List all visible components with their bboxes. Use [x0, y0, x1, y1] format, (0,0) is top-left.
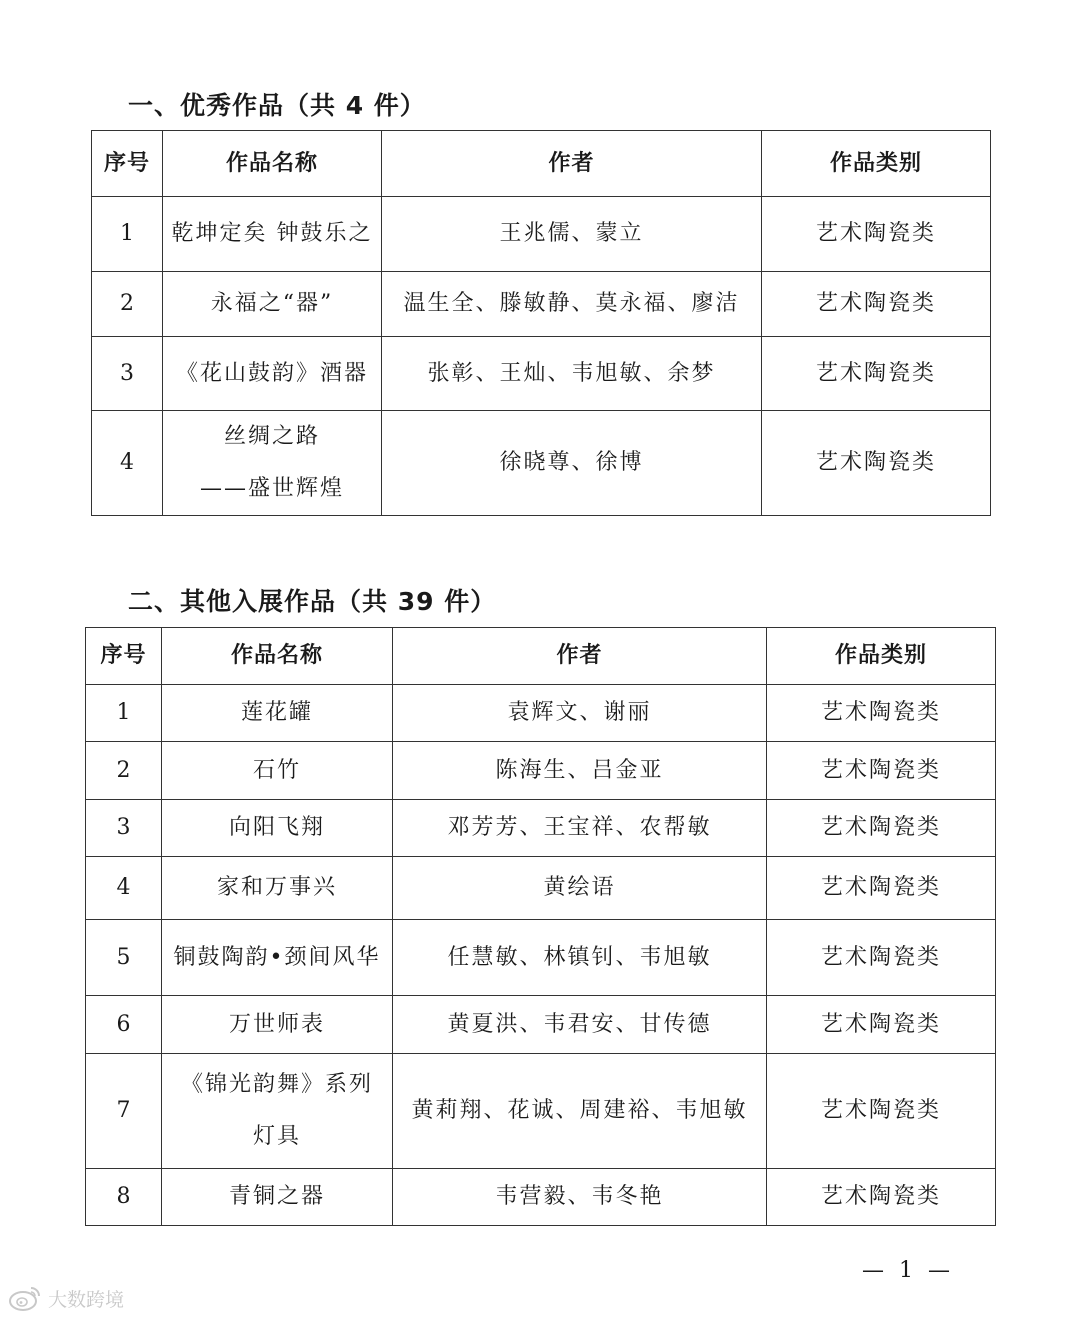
table-row — [86, 685, 996, 742]
work-authors: 袁辉文、谢丽 — [393, 685, 767, 742]
work-category: 艺术陶瓷类 — [767, 1169, 996, 1226]
work-authors: 徐晓尊、徐博 — [382, 411, 762, 516]
work-category: 艺术陶瓷类 — [767, 685, 996, 742]
work-name-line: 铜鼓陶韵•颈间风华 — [173, 944, 381, 970]
work-name — [163, 272, 382, 337]
table-row — [86, 800, 996, 857]
work-name — [162, 920, 393, 996]
header-category: 作品类别 — [762, 131, 991, 197]
work-name-line: 《锦光韵舞》系列 — [180, 1072, 373, 1097]
table-row — [92, 197, 991, 272]
other-works-table — [85, 627, 996, 1226]
watermark-text: 大数跨境 — [48, 1288, 125, 1311]
table-row — [86, 1169, 996, 1226]
work-authors: 任慧敏、林镇钊、韦旭敏 — [393, 920, 767, 996]
table-row — [86, 996, 996, 1054]
row-number: 5 — [86, 920, 162, 996]
work-category: 艺术陶瓷类 — [762, 337, 991, 411]
row-number: 4 — [92, 411, 163, 516]
watermark — [8, 1284, 124, 1312]
table-row — [86, 742, 996, 800]
work-name — [162, 1169, 393, 1226]
work-name — [163, 197, 382, 272]
row-number: 7 — [86, 1054, 162, 1169]
work-name — [162, 800, 393, 857]
work-category: 艺术陶瓷类 — [767, 742, 996, 800]
work-name-line: 家和万事兴 — [216, 875, 337, 900]
work-name — [162, 685, 393, 742]
row-number: 3 — [86, 800, 162, 857]
table-row — [86, 857, 996, 920]
work-authors: 张彰、王灿、韦旭敏、余梦 — [382, 337, 762, 411]
row-number: 4 — [86, 857, 162, 920]
header-authors: 作者 — [393, 628, 767, 685]
work-authors: 黄绘语 — [393, 857, 767, 920]
work-name-line: 《花山鼓韵》酒器 — [175, 360, 368, 386]
work-category: 艺术陶瓷类 — [762, 411, 991, 516]
table-row — [86, 1054, 996, 1169]
work-category: 艺术陶瓷类 — [767, 1054, 996, 1169]
table-header-row — [86, 628, 996, 685]
work-authors: 黄莉翔、花诚、周建裕、韦旭敏 — [393, 1054, 767, 1169]
row-number: 2 — [92, 272, 163, 337]
work-category: 艺术陶瓷类 — [767, 857, 996, 920]
table-row — [86, 920, 996, 996]
page-number: — 1 — — [862, 1258, 954, 1283]
work-authors: 韦营毅、韦冬艳 — [393, 1169, 767, 1226]
work-name — [162, 857, 393, 920]
work-name-line: 灯具 — [252, 1124, 301, 1149]
work-name-line: 向阳飞翔 — [228, 815, 325, 840]
row-number: 6 — [86, 996, 162, 1054]
work-category: 艺术陶瓷类 — [767, 920, 996, 996]
work-name-line: 万世师表 — [228, 1011, 325, 1037]
work-name — [163, 337, 382, 411]
work-authors: 陈海生、吕金亚 — [393, 742, 767, 800]
row-number: 1 — [86, 685, 162, 742]
work-authors: 黄夏洪、韦君安、甘传德 — [393, 996, 767, 1054]
work-authors: 王兆儒、蒙立 — [382, 197, 762, 272]
work-name — [162, 996, 393, 1054]
work-authors: 邓芳芳、王宝祥、农帮敏 — [393, 800, 767, 857]
table-row — [92, 411, 991, 516]
section-2-title: 二、其他入展作品（共 39 件） — [128, 587, 497, 616]
header-authors: 作者 — [382, 131, 762, 197]
row-number: 3 — [92, 337, 163, 411]
work-category: 艺术陶瓷类 — [767, 996, 996, 1054]
header-category: 作品类别 — [767, 628, 996, 685]
work-authors: 温生全、滕敏静、莫永福、廖洁 — [382, 272, 762, 337]
table-row — [92, 337, 991, 411]
work-name — [162, 1054, 393, 1169]
work-name — [162, 742, 393, 800]
work-name-line: 青铜之器 — [228, 1184, 325, 1209]
table-row — [92, 272, 991, 337]
row-number: 1 — [92, 197, 163, 272]
work-category: 艺术陶瓷类 — [767, 800, 996, 857]
work-name — [163, 411, 382, 516]
header-no: 序号 — [92, 131, 163, 197]
work-category: 艺术陶瓷类 — [762, 272, 991, 337]
work-name-line: 莲花罐 — [240, 700, 313, 725]
row-number: 8 — [86, 1169, 162, 1226]
weibo-logo-icon — [8, 1284, 42, 1312]
work-name-line: 石竹 — [252, 757, 301, 783]
header-work-name: 作品名称 — [162, 628, 393, 685]
work-name-line: 永福之“器” — [210, 291, 334, 316]
excellent-works-table — [91, 130, 991, 516]
table-header-row — [92, 131, 991, 197]
work-category: 艺术陶瓷类 — [762, 197, 991, 272]
work-name-line: 乾坤定矣 钟鼓乐之 — [171, 221, 373, 246]
header-no: 序号 — [86, 628, 162, 685]
row-number: 2 — [86, 742, 162, 800]
header-work-name: 作品名称 — [163, 131, 382, 197]
section-1-title: 一、优秀作品（共 4 件） — [128, 91, 426, 120]
work-name-line: 丝绸之路 — [223, 424, 320, 449]
work-name-line: ——盛世辉煌 — [199, 476, 344, 501]
